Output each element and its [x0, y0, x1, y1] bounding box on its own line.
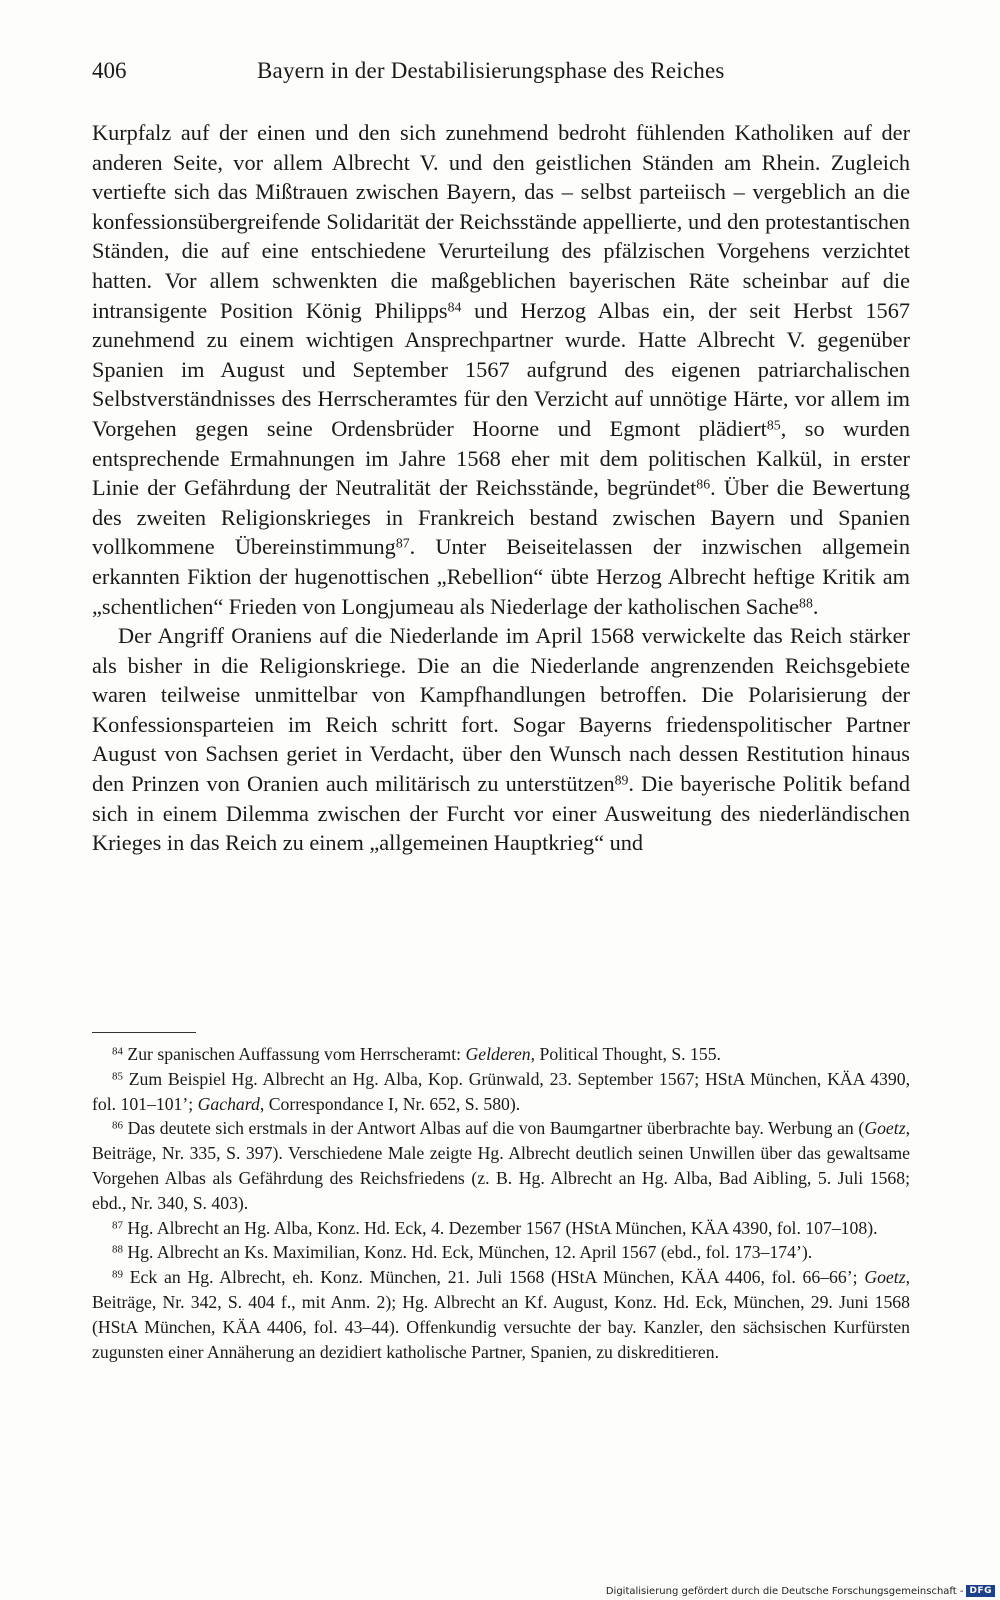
footnote-divider — [92, 1032, 196, 1033]
footnotes — [92, 1042, 910, 1364]
text-segment: . Über die Bewertung des zweiten Religionskrieges in Frankreich bestand zwischen Bayern und Spanien vollkommene Übereinstimmung — [92, 475, 910, 560]
text-segment: . Unter Beiseitelassen der inzwischen allgemein erkannten Fiktion der hugenottischen „Rebellion“ übte Herzog Albrecht heftige Kritik am „schentlichen“ Frieden von Longjumeau als Niederlage der katholischen Sache — [92, 534, 910, 619]
footnote-89 — [92, 1265, 910, 1364]
footnote-number: 84 — [112, 1045, 123, 1058]
footnote-text: , Political Thought, S. 155. — [530, 1044, 721, 1064]
footnote-number: 87 — [112, 1219, 123, 1232]
footnote-86 — [92, 1116, 910, 1215]
paragraph-1 — [92, 118, 910, 621]
text-segment: . Die bayerische Politik befand sich in einem Dilemma zwischen der Furcht vor einer Ausweitung des niederländischen Krieges in das Reich zu einem „allgemeinen Hauptkrieg“ und — [92, 771, 910, 856]
text-segment: . — [812, 593, 819, 619]
main-text — [92, 118, 910, 858]
author-name: Gachard — [197, 1093, 260, 1114]
footnote-84 — [92, 1042, 910, 1067]
footnote-text: Hg. Albrecht an Ks. Maximilian, Konz. Hd. Eck, München, 12. April 1567 (ebd., fol. 173–174’). — [122, 1242, 813, 1263]
author-name: Goetz — [864, 1267, 906, 1288]
footnote-ref-84[interactable]: 84 — [447, 298, 462, 314]
footnote-number: 89 — [112, 1268, 123, 1281]
footnote-ref-87[interactable]: 87 — [395, 535, 410, 551]
text-segment: und Herzog Albas ein, der seit Herbst 1567 zunehmend zu einem wichtigen Ansprechpartner wurde. Hatte Albrecht V. gegenüber Spanien im August und September 1567 aufgrund des eigenen patriarchalischen Selbstverständnisses des Herrscheramtes für den Verzicht auf unnötige Härte, vor allem im Vorgehen gegen seine Ordensbrüder Hoorne und Egmont plädiert — [92, 297, 911, 441]
footnote-text: , Beiträge, Nr. 335, S. 397). Verschiedene Male zeigte Hg. Albrecht deutlich seinen Unwillen über das gewaltsame Vorgehen Albas als Gefährdung des Reichsfriedens (z. B. Hg. Albrecht an Hg. Alba, Bad Aibling, 5. Juli 1568; ebd., Nr. 340, S. 403). — [92, 1118, 910, 1213]
footnote-ref-88[interactable]: 88 — [799, 594, 813, 610]
text-segment: Der Angriff Oraniens auf die Niederlande im April 1568 verwickelte das Reich stärker als bisher in die Religionskriege. Die an die Niederlande angrenzenden Reichsgebiete waren teilweise unmittelbar von Kampfhandlungen betroffen. Die Polarisierung der Konfessionsparteien im Reich schritt fort. Sogar Bayerns friedenspolitischer Partner August von Sachsen geriet in Verdacht, über den Wunsch nach dessen Restitution hinaus den Prinzen von Oranien auch militärisch zu unterstützen — [92, 623, 910, 797]
footnote-text: , Correspondance I, Nr. 652, S. 580). — [259, 1093, 521, 1114]
running-title: Bayern in der Destabilisierungsphase des Reiches — [257, 58, 725, 83]
footnote-ref-89[interactable]: 89 — [614, 772, 629, 788]
footnote-ref-86[interactable]: 86 — [696, 476, 711, 492]
text-segment: , so wurden entsprechende Ermahnungen im Jahre 1568 eher mit dem politischen Kalkül, in erster Linie der Gefährdung der Neutralität der Reichsstände, begründet — [92, 415, 910, 501]
footnote-88 — [92, 1240, 910, 1265]
credit-text: Digitalisierung gefördert durch die Deutsche Forschungsgemeinschaft - — [605, 1585, 964, 1597]
footnote-text: , Beiträge, Nr. 342, S. 404 f., mit Anm. 2); Hg. Albrecht an Kf. August, Konz. Hd. Eck, München, 29. Juni 1568 (HStA München, KÄA 4406, fol. 43–44). Offenkundig versuchte der bay. Kanzler, den sächsischen Kurfürsten zugunsten einer Annäherung an dezidiert katholische Partner, Spanien, zu diskreditieren. — [92, 1267, 910, 1362]
footnote-text: Zur spanischen Auffassung vom Herrscheramt: — [122, 1044, 466, 1064]
footnote-text: Zum Beispiel Hg. Albrecht an Hg. Alba, Kop. Grünwald, 23. September 1567; HStA München, KÄA 4390, fol. 101–101’; — [92, 1068, 910, 1114]
author-name: Goetz — [864, 1118, 906, 1139]
text-segment: Kurpfalz auf der einen und den sich zunehmend bedroht fühlenden Katholiken auf der anderen Seite, vor allem Albrecht V. und den geistlichen Ständen am Rhein. Zugleich vertiefte sich das Mißtrauen zwischen Bayern, das – selbst parteiisch – vergeblich an die konfessionsübergreifende Solidarität der Reichsstände appellierte, und den protestantischen Ständen, die auf eine entschiedene Verurteilung des pfälzischen Vorgehens verzichtet hatten. Vor allem schwenkten die maßgeblichen bayerischen Räte scheinbar auf die intransigente Position König Philipps — [92, 120, 910, 323]
paragraph-2 — [92, 621, 910, 858]
footnote-number: 86 — [112, 1120, 123, 1133]
digitization-credit — [606, 1585, 995, 1597]
footnote-ref-85[interactable]: 85 — [766, 417, 781, 433]
footnote-87 — [92, 1216, 910, 1241]
footnote-number: 88 — [112, 1244, 123, 1257]
page-number: 406 — [92, 58, 127, 83]
footnote-number: 85 — [112, 1070, 123, 1083]
footnote-text: Das deutete sich erstmals in der Antwort Albas auf die von Baumgartner überbrachte bay. Werbung an ( — [122, 1118, 865, 1139]
dfg-logo: DFG — [966, 1585, 995, 1597]
footnote-85 — [92, 1067, 910, 1117]
author-name: Gelderen — [465, 1044, 531, 1064]
footnote-text: Eck an Hg. Albrecht, eh. Konz. München, 21. Juli 1568 (HStA München, KÄA 4406, fol. 66–66’; — [122, 1267, 865, 1288]
footnote-text: Hg. Albrecht an Hg. Alba, Konz. Hd. Eck, 4. Dezember 1567 (HStA München, KÄA 4390, fol. 107–108). — [122, 1217, 878, 1238]
page-header — [92, 54, 910, 88]
